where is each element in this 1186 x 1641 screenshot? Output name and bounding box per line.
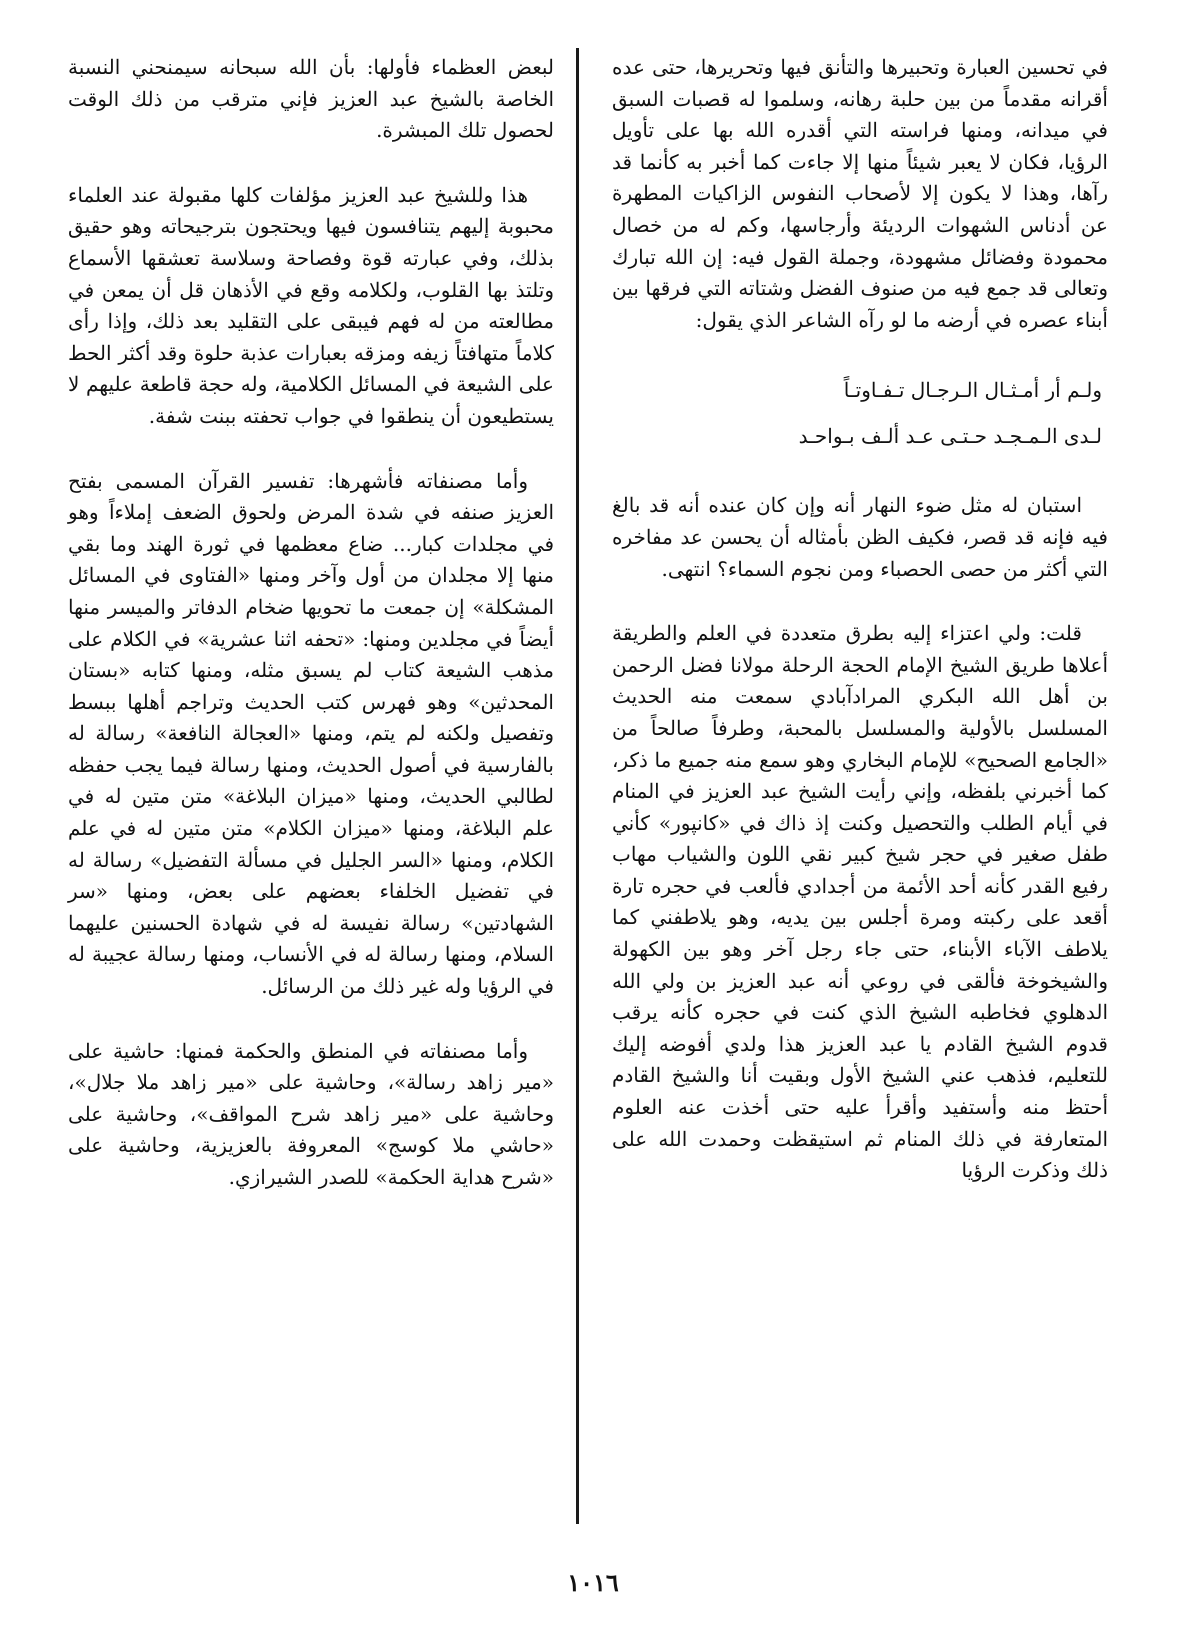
- paragraph: وأما مصنفاته في المنطق والحكمة فمنها: حاشية على «مير زاهد رسالة»، وحاشية على «مير زاهد ملا جلال»، وحاشية على «مير زاهد شرح المواقف»، وحاشية على «حاشي ملا كوسج» المعروفة بالعزيزية، وحاشية على «شرح هداية الحكمة» للصدر الشيرازي.: [68, 1038, 554, 1189]
- paragraph: وأما مصنفاته فأشهرها: تفسير القرآن المسمى بفتح العزيز صنفه في شدة المرض ولحوق الضعف إملاءاً وهو في مجلدات كبار... ضاع معظمها في ثورة الهند وما بقي منها إلا مجلدان من أول وآخر ومنها «الفتاوى في المسائل المشكلة» إن جمعت ما تحويها ضخام الدفاتر والميسر منها أيضاً في مجلدين ومنها: «تحفه اثنا عشرية» في الكلام على مذهب الشيعة كتاب لم يسبق مثله، ومنها كتابه «بستان المحدثين» وهو فهرس كتب الحديث وتراجم أهلها ببسط وتفصيل ولكنه لم يتم، ومنها «العجالة النافعة» رسالة له بالفارسية في أصول الحديث، ومنها رسالة فيما يجب حفظه لطالبي الحديث، ومنها «ميزان البلاغة» متن متين له في علم البلاغة، ومنها «ميزان الكلام» متن متين له في علم الكلام، ومنها «السر الجليل في مسألة التفضيل» رسالة له في تفضيل الخلفاء بعضهم على بعض، ومنها «سر الشهادتين» رسالة نفيسة له في شهادة الحسنين عليهما السلام، ومنها رسالة له في الأنساب، ومنها رسالة عجيبة له في الرؤيا وله غير ذلك من الرسائل.: [68, 468, 554, 999]
- left-column: [68, 52, 554, 1194]
- column-divider: [576, 48, 579, 1524]
- paragraph: قلت: ولي اعتزاء إليه بطرق متعددة في العلم والطريقة أعلاها طريق الشيخ الإمام الحجة الرحلة مولانا فضل الرحمن بن أهل الله البكري المرادآبادي سمعت منه الحديث المسلسل بالأولية والمسلسل بالمحبة، وطرفاً صالحاً من «الجامع الصحيح» للإمام البخاري وهو سمع منه جميع ما ذكر، كما أخبرني بلفظه، وإني رأيت الشيخ عبد العزيز في المنام في أيام الطلب والتحصيل وكنت إذ ذاك في «كانپور» كأني طفل صغير في حجر شيخ كبير نقي اللون والشياب مهاب رفيع القدر كأنه أحد الأئمة من أجدادي فألعب في حجره تارة أقعد على ركبته ومرة أجلس بين يديه، وهو يلاطفني كما يلاطف الآباء الأبناء، حتى جاء رجل آخر وهو بين الكهولة والشيخوخة فألقى في روعي أنه عبد العزيز بن ولي الله الدهلوي فخاطبه الشيخ الذي كنت في حجره كأنه يرقب قدوم الشيخ القادم يا عبد العزيز هذا ولدي أفوضه إليك للتعليم، فذهب عني الشيخ الأول وبقيت أنا والشيخ القادم أحتظ منه وأستفيد وأقرأ عليه حتى أخذت عنه العلوم المتعارفة في ذلك المنام ثم استيقظت وحمدت الله على ذلك وذكرت الرؤيا: [612, 621, 1108, 1183]
- verse-line-2: لـدى الـمـجـد حـتـى عـد ألـف بـواحـد: [798, 424, 1102, 449]
- paragraph: في تحسين العبارة وتحبيرها والتأنق فيها وتحريرها، حتى عده أقرانه مقدماً من بين حلبة رهانه، وسلموا له قصبات السبق في ميدانه، ومنها فراسته التي أقدره الله بها على تأويل الرؤيا، فكان لا يعبر شيئاً منها إلا جاءت كما أخبر به كأنما قد رآها، وهذا لا يكون إلا لأصحاب النفوس الزاكيات المطهرة عن أدناس الشهوات الرديئة وأرجاسها، وكم له من خصال محمودة وفضائل مشهودة، وجملة القول فيه: إن الله تبارك وتعالى قد جمع فيه من صنوف الفضل وشتاته التي فرقها بين أبناء عصره في أرضه ما لو رآه الشاعر الذي يقول:: [612, 55, 1108, 332]
- paragraph: استبان له مثل ضوء النهار أنه وإن كان عنده أنه قد بالغ فيه فإنه قد قصر، فكيف الظن بأمثاله أن يحسن عد مفاخره التي أكثر من حصى الحصباء ومن نجوم السماء؟ انتهى.: [612, 493, 1108, 581]
- page-number: ١٠١٦: [567, 1568, 619, 1597]
- spacer: [612, 336, 1108, 367]
- spacer: [68, 1003, 554, 1036]
- paragraph: لبعض العظماء فأولها: بأن الله سبحانه سيمنحني النسبة الخاصة بالشيخ عبد العزيز فإني مترقب من ذلك الوقت لحصول تلك المبشرة.: [68, 55, 554, 143]
- paragraph: هذا وللشيخ عبد العزيز مؤلفات كلها مقبولة عند العلماء محبوبة إليهم يتنافسون فيها ويحتجون بترجيحاته وهو حقيق بذلك، وفي عبارته قوة وفصاحة وسلاسة تعشقها الأسماع وتلتذ بها القلوب، ولكلامه وقع في الأذهان قل أن يمعن في مطالعته من له فهم فيبقى على التقليد بعد ذلك، وإذا رأى كلاماً متهافتاً زيفه ومزقه بعبارات عذبة حلوة وقد أكثر الحط على الشيعة في المسائل الكلامية، وله حجة قاطعة عليهم لا يستطيعون أن ينطقوا في جواب تحفته ببنت شفة.: [68, 182, 554, 428]
- spacer: [68, 147, 554, 180]
- poem-verse: [612, 367, 1108, 459]
- right-column: [612, 52, 1108, 1187]
- spacer: [68, 433, 554, 466]
- spacer: [612, 459, 1108, 490]
- spacer: [612, 585, 1108, 618]
- verse-line-1: ولـم أر أمـثـال الـرجـال تـفـاوتـاً: [843, 378, 1102, 403]
